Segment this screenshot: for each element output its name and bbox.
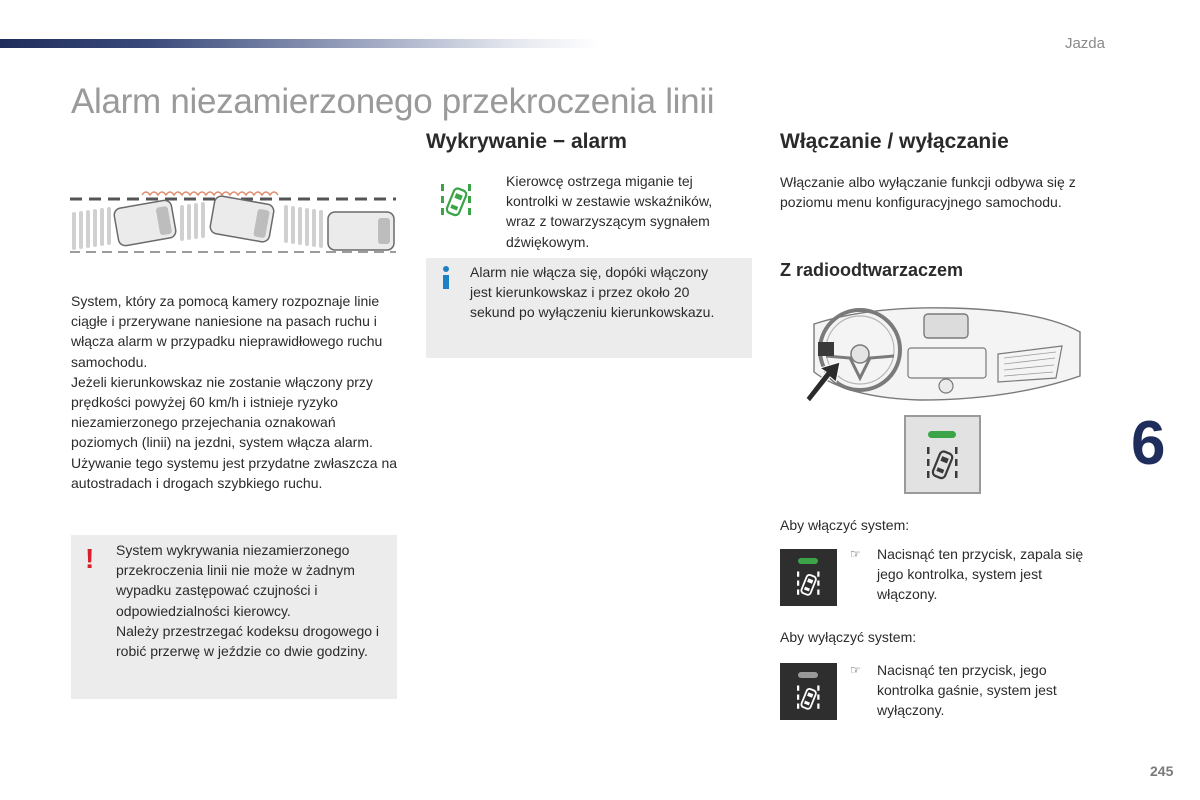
switch-led-green — [928, 431, 956, 438]
disable-step: Nacisnąć ten przycisk, jego kontrolka gaśnie, system jest wyłączony. — [877, 662, 1057, 719]
button-led-on — [798, 558, 818, 564]
system-description: System, który za pomocą kamery rozpoznaje linie ciągłe i przerywane naniesione na pasach ruchu i włącza alarm w przypadku nieprawidłowego ruchu samochodu. Jeżeli kierunkowskaz nie zostanie włączony przy prędkości powyżej 60 km/h i istnieje ryzyko niezamierzonego przejechania oznakowań poziomych (linii) na jezdni, system włącza alarm. Używanie tego systemu jest przydatne zwłaszcza na autostradach i drogach szybkiego ruchu. — [71, 293, 398, 491]
detection-heading: Wykrywanie − alarm — [426, 130, 627, 153]
header-gradient-bar — [0, 39, 600, 48]
lane-assist-switch-closeup — [904, 415, 981, 494]
page-title: Alarm niezamierzonego przekroczenia linii — [71, 82, 715, 121]
lane-departure-button-icon — [796, 684, 822, 714]
page-number: 245 — [1150, 763, 1174, 779]
disable-button-illustration — [780, 663, 837, 720]
enable-button-illustration — [780, 549, 837, 606]
dashboard-illustration — [800, 302, 1086, 402]
lane-departure-illustration — [70, 178, 400, 256]
lane-departure-button-icon — [796, 570, 822, 600]
button-led-off — [798, 672, 818, 678]
warning-text: System wykrywania niezamierzonego przekroczenia linii nie może w żadnym wypadku zastępować czujności i odpowiedzialności kierowcy. Należy przestrzegać kodeksu drogowego i robić przerwę w jeździe co dwie godziny. — [116, 542, 380, 660]
warning-icon: ! — [85, 543, 95, 574]
lane-departure-button-icon — [926, 445, 960, 485]
enable-step: Nacisnąć ten przycisk, zapala się jego kontrolka, system jest włączony. — [877, 546, 1084, 603]
enable-bullet: ☞ — [850, 547, 861, 561]
on-off-intro: Włączanie albo wyłączanie funkcji odbywa się z poziomu menu konfiguracyjnego samochodu. — [780, 174, 1076, 211]
chapter-number: 6 — [1131, 409, 1166, 478]
on-off-heading: Włączanie / wyłączanie — [780, 130, 1009, 153]
lane-departure-warning-lamp-icon — [440, 182, 474, 222]
alert-description: Kierowcę ostrzega miganie tej kontrolki w zestawie wskaźników, wraz z towarzyszącym sygnałem dźwiękowym. — [506, 173, 713, 250]
enable-label: Aby włączyć system: — [780, 517, 910, 533]
disable-label: Aby wyłączyć system: — [780, 629, 917, 645]
info-text: Alarm nie włącza się, dopóki włączony jest kierunkowskaz i przez około 20 sekund po wyłączeniu kierunkowskazu. — [470, 264, 715, 321]
section-name: Jazda — [1064, 35, 1105, 52]
disable-bullet: ☞ — [850, 663, 861, 677]
radio-subheading: Z radioodtwarzaczem — [780, 260, 964, 280]
warning-box — [71, 535, 397, 699]
info-box — [426, 258, 752, 358]
